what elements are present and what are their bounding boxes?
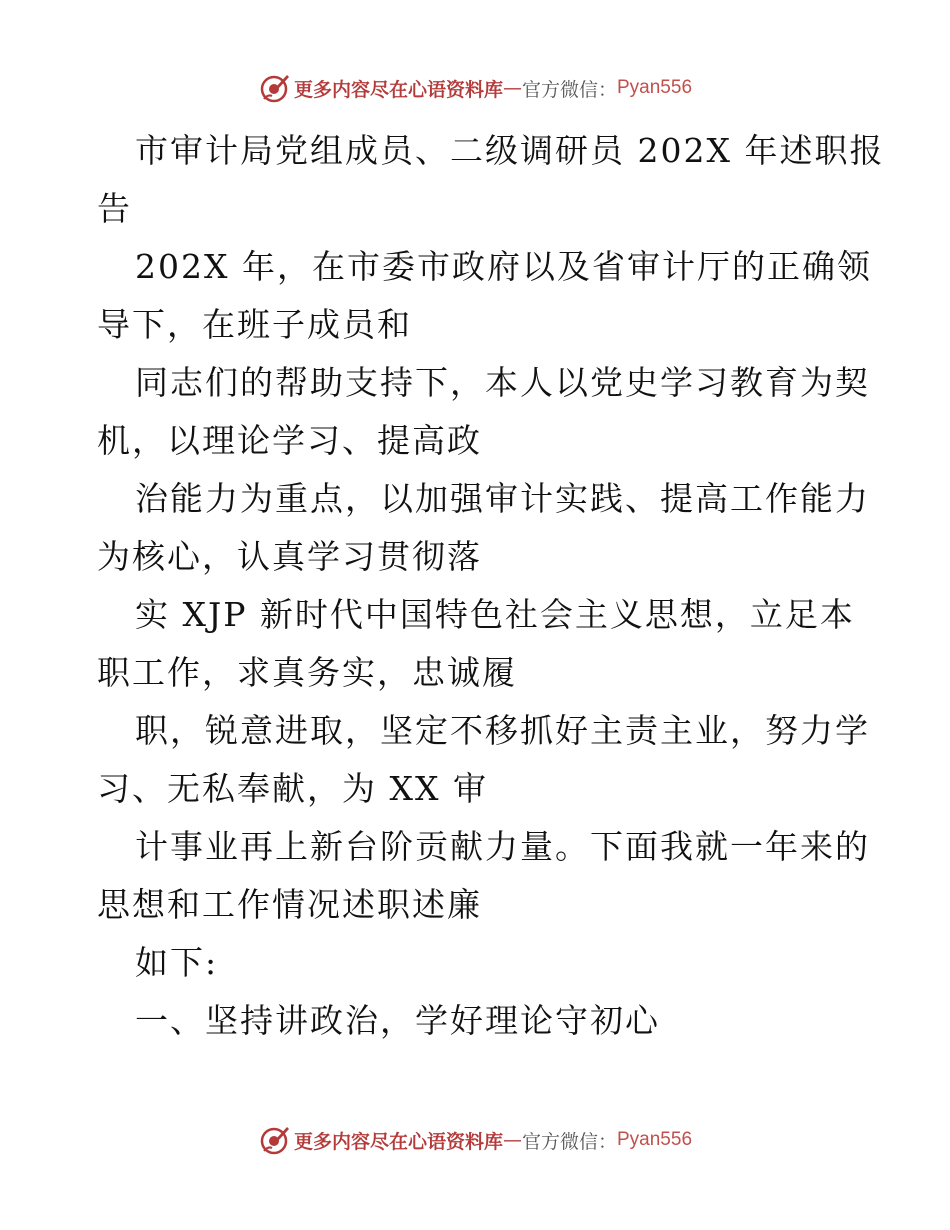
watermark-separator: —	[502, 77, 522, 99]
watermark-wechat-id: Pyan556	[617, 77, 693, 98]
watermark-wechat-id: Pyan556	[617, 1129, 693, 1150]
title-line-1: 市审计局党组成员、二级调研员 202X 年述职报	[135, 131, 885, 170]
paragraph-line: 202X 年，在市委市政府以及省审计厅的正确领	[135, 247, 872, 286]
pen-seal-icon	[258, 1124, 290, 1156]
document-body	[97, 122, 885, 1050]
paragraph-line: 导下，在班子成员和	[97, 305, 412, 344]
title-line-2: 告	[97, 189, 132, 228]
paragraph-line: 治能力为重点，以加强审计实践、提高工作能力	[135, 479, 870, 518]
watermark-label: 官方微信：	[521, 1130, 617, 1153]
paragraph-line: 为核心，认真学习贯彻落	[97, 537, 482, 576]
paragraph-line: 实 XJP 新时代中国特色社会主义思想，立足本	[135, 595, 855, 634]
watermark-brand: 更多内容尽在心语资料库	[293, 78, 503, 101]
section-heading: 一、坚持讲政治，学好理论守初心	[135, 1001, 660, 1040]
header-watermark	[0, 72, 950, 104]
paragraph-line: 职，锐意进取，坚定不移抓好主责主业，努力学	[135, 711, 870, 750]
watermark-label: 官方微信：	[521, 78, 617, 101]
paragraph-line: 计事业再上新台阶贡献力量。下面我就一年来的	[135, 827, 870, 866]
watermark-brand: 更多内容尽在心语资料库	[293, 1130, 503, 1153]
paragraph-line: 如下:	[135, 943, 219, 982]
paragraph-line: 机，以理论学习、提高政	[97, 421, 482, 460]
paragraph-line: 职工作，求真务实，忠诚履	[97, 653, 517, 692]
pen-seal-icon	[258, 72, 290, 104]
footer-watermark	[0, 1124, 950, 1156]
paragraph-line: 习、无私奉献，为 XX 审	[97, 769, 488, 808]
watermark-separator: —	[502, 1129, 522, 1151]
paragraph-line: 思想和工作情况述职述廉	[97, 885, 482, 924]
paragraph-line: 同志们的帮助支持下，本人以党史学习教育为契	[135, 363, 870, 402]
